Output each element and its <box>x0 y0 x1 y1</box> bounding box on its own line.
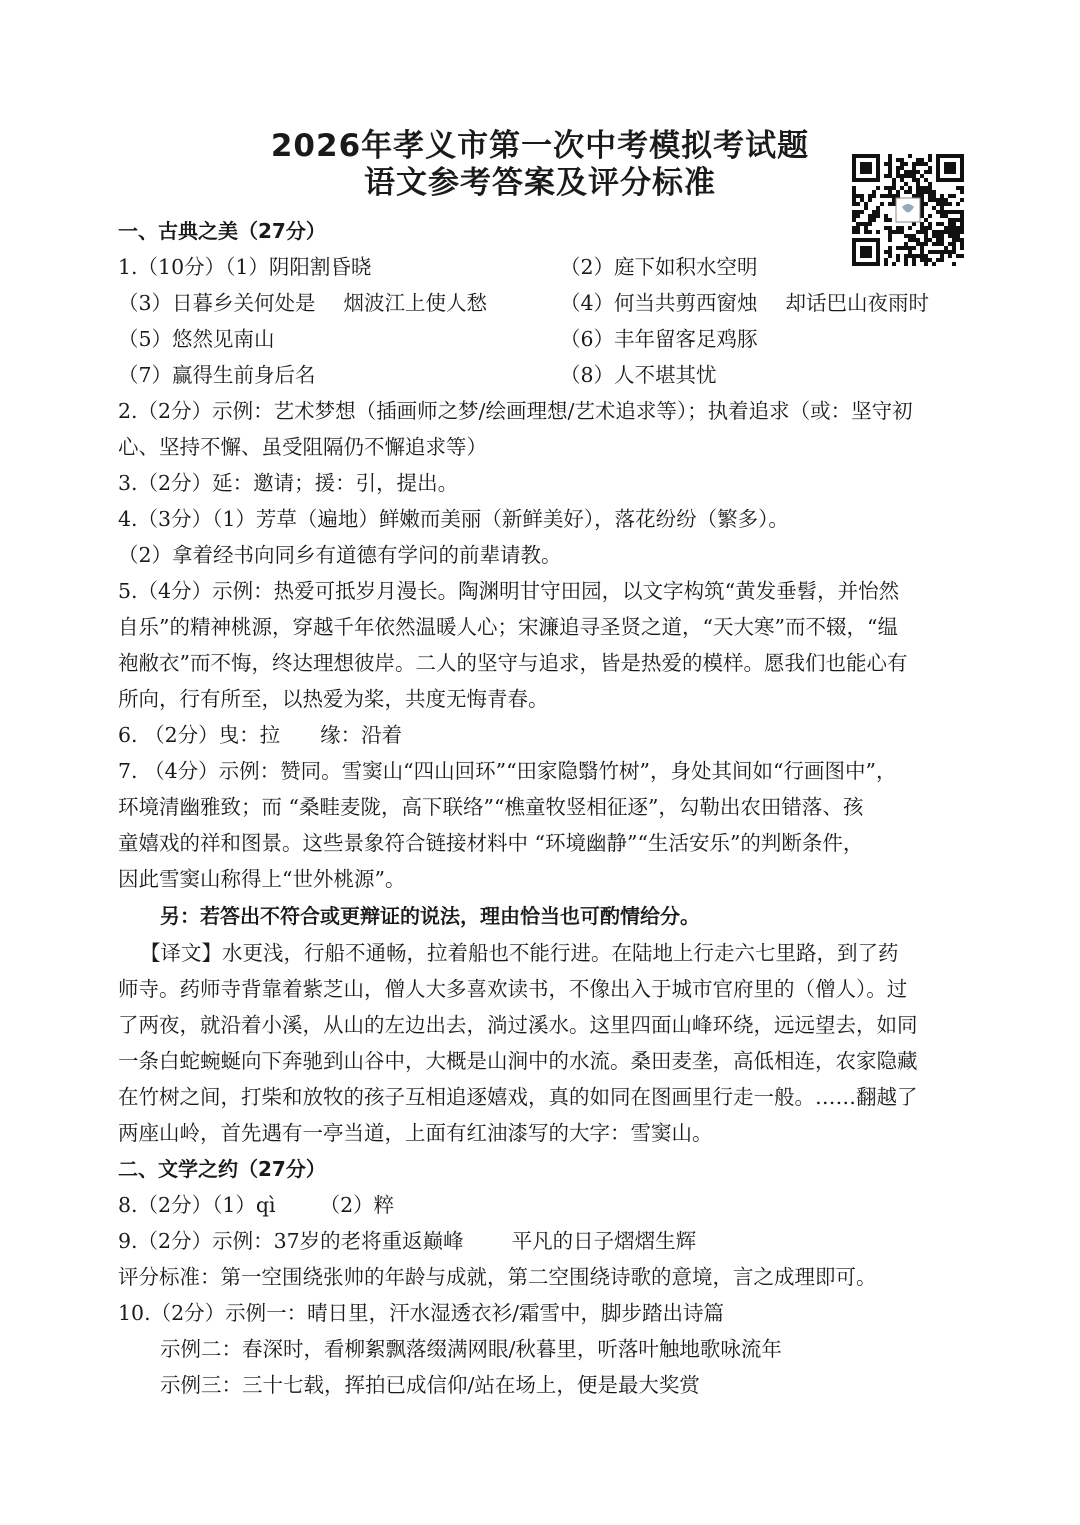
answer-line: 袍敝衣”而不悔，终达理想彼岸。二人的坚守与追求，皆是热爱的模样。愿我们也能心有 <box>118 651 908 675</box>
translation-line: 师寺。药师寺背靠着紫芝山，僧人大多喜欢读书，不像出入于城市官府里的（僧人）。过 <box>118 977 908 1001</box>
answer-line: （2）拿着经书向同乡有道德有学问的前辈请教。 <box>118 543 562 567</box>
answer-line: 自乐”的精神桃源，穿越千年依然温暖人心；宋濂追寻圣贤之道，“天大寒”而不辍，“缊 <box>118 615 898 639</box>
answer-line: 因此雪窦山称得上“世外桃源”。 <box>118 867 406 891</box>
answer-line: 5.（4分）示例：热爱可抵岁月漫长。陶渊明甘守田园，以文字构筑“黄发垂髫，并怡然 <box>118 579 900 603</box>
translation-line: 两座山岭，首先遇有一亭当道，上面有红油漆写的大字：雪窦山。 <box>118 1121 713 1145</box>
answer-line: 10.（2分）示例一：晴日里，汗水湿透衣衫/霜雪中，脚步踏出诗篇 <box>118 1301 725 1325</box>
answer-line: （7）赢得生前身后名 <box>118 363 316 387</box>
answer-line: （2）庭下如积水空明 <box>560 255 758 279</box>
answer-line: 6. （2分）曳：拉 缘：沿着 <box>118 723 403 747</box>
answer-line: （6）丰年留客足鸡豚 <box>560 327 758 351</box>
grading-note: 另：若答出不符合或更辩证的说法，理由恰当也可酌情给分。 <box>160 904 700 928</box>
answer-line: （4）何当共剪西窗烛 却话巴山夜雨时 <box>560 291 930 315</box>
answer-line: 评分标准：第一空围绕张帅的年龄与成就，第二空围绕诗歌的意境，言之成理即可。 <box>118 1265 877 1289</box>
answer-line: 4.（3分）（1）芳草（遍地）鲜嫩而美丽（新鲜美好），落花纷纷（繁多）。 <box>118 507 789 531</box>
answer-line: 7. （4分）示例：赞同。雪窦山“四山回环”“田家隐翳竹树”，身处其间如“行画图中”， <box>118 759 897 783</box>
answer-line: 1.（10分）（1）阴阳割昏晓 <box>118 255 372 279</box>
section-heading: 二、文学之约（27分） <box>118 1157 326 1181</box>
answer-line: 9.（2分）示例：37岁的老将重返巅峰 平凡的日子熠熠生辉 <box>118 1229 697 1253</box>
translation-line: 【译文】水更浅，行船不通畅，拉着船也不能行进。在陆地上行走六七里路，到了药 <box>140 941 899 965</box>
translation-line: 在竹树之间，打柴和放牧的孩子互相追逐嬉戏，真的如同在图画里行走一般。……翻越了 <box>118 1085 918 1109</box>
answer-line: （8）人不堪其忧 <box>560 363 717 387</box>
page-title: 2026年孝义市第一次中考模拟考试题 <box>270 128 810 164</box>
answer-line: 示例三：三十七载，挥拍已成信仰/站在场上，便是最大奖赏 <box>160 1373 700 1397</box>
translation-line: 一条白蛇蜿蜒向下奔驰到山谷中，大概是山涧中的水流。桑田麦垄，高低相连，农家隐藏 <box>118 1049 918 1073</box>
section-heading: 一、古典之美（27分） <box>118 219 326 243</box>
answer-line: 8.（2分）（1）qì （2）粹 <box>118 1193 395 1217</box>
answer-line: 环境清幽雅致；而 “桑畦麦陇，高下联络”“樵童牧竖相征逐”，勾勒出农田错落、孩 <box>118 795 864 819</box>
page-subtitle: 语文参考答案及评分标准 <box>364 165 716 201</box>
answer-line: 2.（2分）示例：艺术梦想（插画师之梦/绘画理想/艺术追求等）；执着追求（或：坚守初 <box>118 399 913 423</box>
answer-line: 示例二：春深时，看柳絮飘落缀满网眼/秋暮里，听落叶触地歌咏流年 <box>160 1337 782 1361</box>
answer-line: 心、坚持不懈、虽受阻隔仍不懈追求等） <box>118 435 487 459</box>
translation-line: 了两夜，就沿着小溪，从山的左边出去，淌过溪水。这里四面山峰环绕，远远望去，如同 <box>118 1013 918 1037</box>
answer-line: （3）日暮乡关何处是 烟波江上使人愁 <box>118 291 488 315</box>
answer-line: 3.（2分）延：邀请；援：引，提出。 <box>118 471 459 495</box>
qr-code-icon <box>852 154 964 266</box>
answer-line: 所向，行有所至，以热爱为桨，共度无悔青春。 <box>118 687 549 711</box>
answer-line: （5）悠然见南山 <box>118 327 275 351</box>
answer-line: 童嬉戏的祥和图景。这些景象符合链接材料中 “环境幽静”“生活安乐”的判断条件， <box>118 831 864 855</box>
